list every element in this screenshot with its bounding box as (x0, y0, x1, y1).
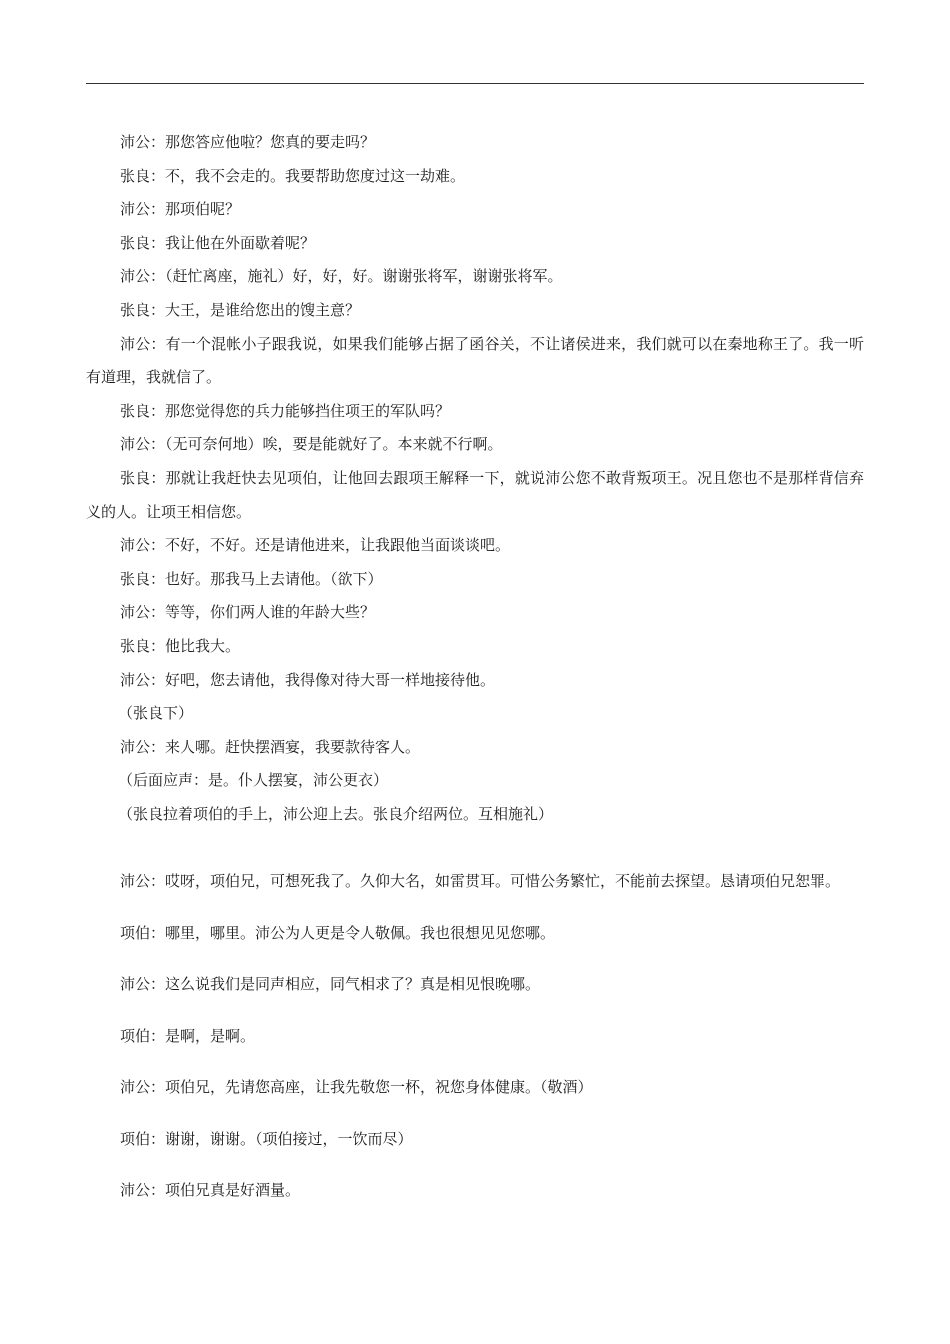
stage-direction: （后面应声：是。仆人摆宴，沛公更衣） (118, 771, 389, 790)
header-rule (86, 83, 864, 84)
dialogue-line: 张良：他比我大。 (120, 636, 241, 655)
dialogue-line: 沛公：好吧，您去请他，我得像对待大哥一样地接待他。 (120, 670, 496, 689)
dialogue-line: 沛公：（赶忙离座，施礼）好，好，好。谢谢张将军，谢谢张将军。 (120, 267, 563, 286)
dialogue-line: 张良：那就让我赶快去见项伯，让他回去跟项王解释一下，就说沛公您不敢背叛项王。况且您也不是那样背信弃义的人。让项王相信您。 (86, 468, 864, 521)
dialogue-line: 沛公：来人哪。赶快摆酒宴，我要款待客人。 (120, 737, 421, 756)
dialogue-line: 沛公：不好，不好。还是请他进来，让我跟他当面谈谈吧。 (120, 536, 511, 555)
dialogue-line: 张良：也好。那我马上去请他。（欲下） (120, 569, 383, 588)
dialogue-line: 沛公：这么说我们是同声相应，同气相求了？真是相见恨晚哪。 (120, 975, 541, 994)
dialogue-line: 沛公：等等，你们两人谁的年龄大些？ (120, 603, 376, 622)
stage-direction: （张良拉着项伯的手上，沛公迎上去。张良介绍两位。互相施礼） (118, 804, 554, 823)
dialogue-line: 项伯：谢谢，谢谢。（项伯接过，一饮而尽） (120, 1129, 413, 1148)
dialogue-line: 张良：不，我不会走的。我要帮助您度过这一劫难。 (120, 166, 466, 185)
dialogue-line: 项伯：哪里，哪里。沛公为人更是令人敬佩。我也很想见见您哪。 (120, 923, 556, 942)
dialogue-line: 张良：大王，是谁给您出的馊主意？ (120, 300, 361, 319)
dialogue-line: 沛公：（无可奈何地）唉，要是能就好了。本来就不行啊。 (120, 435, 503, 454)
dialogue-line: 项伯：是啊，是啊。 (120, 1026, 256, 1045)
dialogue-line: 沛公：那您答应他啦？您真的要走吗？ (120, 133, 376, 151)
script-body (86, 126, 864, 1217)
dialogue-line: 沛公：哎呀，项伯兄，可想死我了。久仰大名，如雷贯耳。可惜公务繁忙，不能前去探望。恳请项伯兄恕罪。 (120, 872, 841, 891)
dialogue-line: 沛公：项伯兄真是好酒量。 (120, 1181, 301, 1200)
stage-direction: （张良下） (118, 704, 194, 723)
dialogue-line: 张良：那您觉得您的兵力能够挡住项王的军队吗？ (120, 401, 451, 420)
dialogue-line: 沛公：那项伯呢？ (120, 200, 241, 219)
dialogue-line: 沛公：有一个混帐小子跟我说，如果我们能够占据了函谷关，不让诸侯进来，我们就可以在秦地称王了。我一听有道理，我就信了。 (86, 334, 864, 387)
dialogue-line: 张良：我让他在外面歇着呢？ (120, 233, 316, 252)
dialogue-line: 沛公：项伯兄，先请您高座，让我先敬您一杯，祝您身体健康。（敬酒） (120, 1078, 593, 1097)
section-gap (86, 831, 864, 856)
